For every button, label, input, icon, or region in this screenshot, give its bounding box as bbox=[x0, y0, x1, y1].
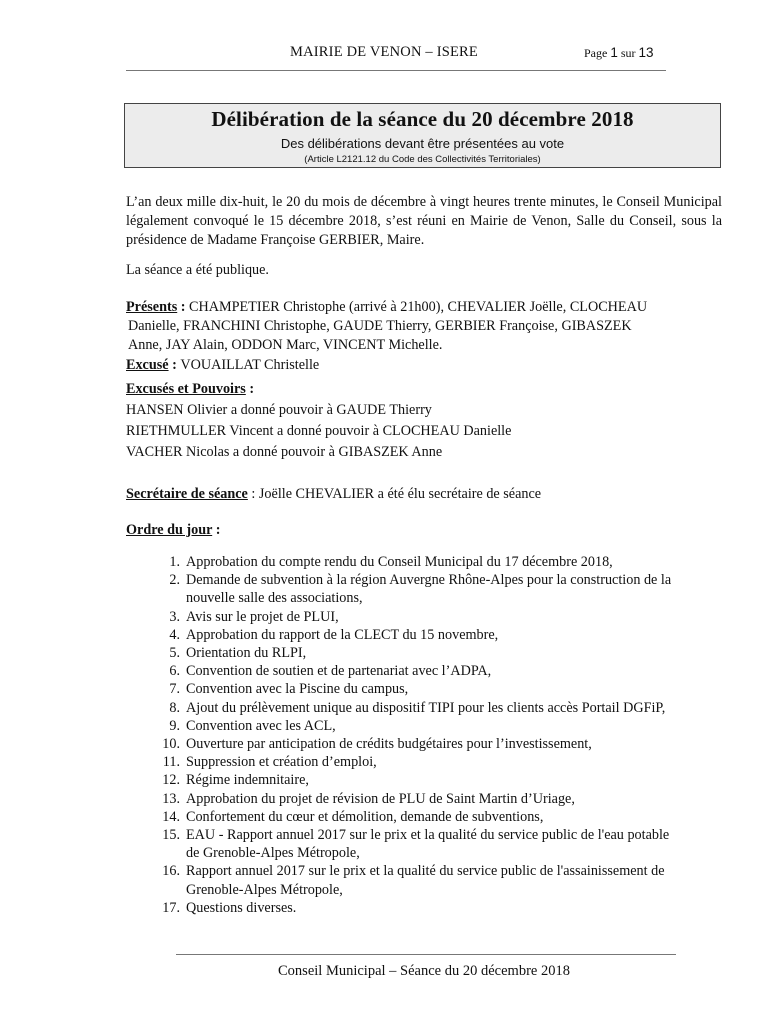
public-session-note: La séance a été publique. bbox=[126, 262, 269, 278]
agenda-item-text: Confortement du cœur et démolition, demande de subventions, bbox=[186, 808, 544, 825]
document-title: Délibération de la séance du 20 décembre 2018 bbox=[211, 107, 634, 131]
page-indicator bbox=[584, 45, 654, 61]
agenda-item-text: Régime indemnitaire, bbox=[186, 772, 309, 789]
page-sep: sur bbox=[617, 46, 639, 60]
pouvoirs-label: Excusés et Pouvoirs bbox=[126, 381, 246, 397]
agenda-item bbox=[126, 717, 722, 735]
page-header bbox=[126, 44, 666, 64]
agenda-item-number: 10. bbox=[162, 736, 180, 753]
presents-text-3: Anne, JAY Alain, ODDON Marc, VINCENT Michelle. bbox=[128, 337, 443, 353]
pouvoir-item: RIETHMULLER Vincent a donné pouvoir à CLOCHEAU Danielle bbox=[126, 423, 512, 439]
page-current: 1 bbox=[610, 45, 618, 60]
agenda-item-text: Rapport annuel 2017 sur le prix et la qualité du service public de l'assainissement de bbox=[186, 863, 665, 880]
excuse-label: Excusé bbox=[126, 357, 169, 373]
agenda-item-number: 12. bbox=[162, 772, 180, 789]
pouvoir-item: VACHER Nicolas a donné pouvoir à GIBASZEK Anne bbox=[126, 444, 443, 460]
ordre-label: Ordre du jour bbox=[126, 522, 213, 538]
agenda-item-number: 3. bbox=[169, 608, 180, 625]
pouvoir-item: HANSEN Olivier a donné pouvoir à GAUDE Thierry bbox=[126, 402, 432, 418]
agenda-item bbox=[126, 553, 722, 571]
agenda-item-text: Convention avec la Piscine du campus, bbox=[186, 681, 409, 698]
agenda-item-text: Ouverture par anticipation de crédits budgétaires pour l’investissement, bbox=[186, 736, 592, 753]
ordre-heading bbox=[126, 521, 722, 540]
agenda-item-text: Orientation du RLPI, bbox=[186, 645, 307, 662]
header-divider bbox=[126, 70, 666, 71]
agenda-item bbox=[126, 899, 722, 917]
agenda-item-number: 11. bbox=[162, 754, 180, 771]
agenda-item-text: Avis sur le projet de PLUI, bbox=[186, 608, 339, 625]
agenda-item-number: 9. bbox=[169, 717, 180, 734]
agenda-item-number: 17. bbox=[162, 899, 180, 916]
title-box bbox=[124, 103, 721, 168]
agenda-item-text: de Grenoble-Alpes Métropole, bbox=[186, 845, 360, 862]
agenda-item-text: Demande de subvention à la région Auvergne Rhône-Alpes pour la construction de la bbox=[186, 572, 672, 589]
agenda-list bbox=[126, 553, 722, 917]
document-subtitle: Des délibérations devant être présentées au vote bbox=[280, 136, 565, 151]
agenda-item-text: Questions diverses. bbox=[186, 899, 297, 916]
agenda-item bbox=[126, 680, 722, 698]
agenda-item bbox=[126, 808, 722, 826]
excuse-text: VOUAILLAT Christelle bbox=[180, 357, 320, 373]
agenda-item bbox=[126, 862, 722, 898]
secretaire-label: Secrétaire de séance bbox=[126, 486, 248, 502]
presents-label: Présents bbox=[126, 299, 178, 315]
agenda-item bbox=[126, 826, 722, 862]
agenda-item bbox=[126, 790, 722, 808]
presents-section bbox=[126, 298, 722, 355]
pouvoirs-heading bbox=[126, 379, 722, 400]
agenda-item-number: 16. bbox=[162, 863, 180, 880]
agenda-item-text: nouvelle salle des associations, bbox=[186, 590, 363, 607]
presents-line bbox=[126, 298, 722, 317]
page-total: 13 bbox=[638, 45, 654, 60]
excuse-colon: : bbox=[168, 357, 181, 373]
ordre-colon: : bbox=[212, 522, 221, 538]
agenda-item bbox=[126, 699, 722, 717]
agenda-item-number: 5. bbox=[169, 645, 180, 662]
agenda-item-text: EAU - Rapport annuel 2017 sur le prix et la qualité du service public de l'eau potable bbox=[186, 827, 670, 844]
secretaire-section bbox=[126, 485, 722, 504]
page-footer: Conseil Municipal – Séance du 20 décembre 2018 bbox=[278, 963, 570, 979]
agenda-item-text: Convention de soutien et de partenariat avec l’ADPA, bbox=[186, 663, 492, 680]
agenda-item-text: Approbation du rapport de la CLECT du 15 novembre, bbox=[186, 626, 499, 643]
agenda-item-number: 7. bbox=[169, 681, 180, 698]
pouvoirs-section bbox=[126, 379, 722, 463]
agenda-item-number: 2. bbox=[169, 572, 180, 589]
agenda-item-text: Ajout du prélèvement unique au dispositif TIPI pour les clients accès Portail DGFiP, bbox=[186, 699, 666, 716]
agenda-item bbox=[126, 608, 722, 626]
agenda-item bbox=[126, 753, 722, 771]
agenda-item bbox=[126, 662, 722, 680]
agenda-item-text: Convention avec les ACL, bbox=[186, 717, 336, 734]
page-prefix: Page bbox=[584, 46, 611, 60]
footer-divider bbox=[176, 954, 676, 955]
agenda-item bbox=[126, 626, 722, 644]
intro-paragraph: L’an deux mille dix-huit, le 20 du mois de décembre à vingt heures trente minutes, le Conseil Municipal légalement convoqué le 15 décembre 2018, s’est réuni en Mairie de Venon, Salle du Conseil, sous la présidence de Madame Françoise GERBIER, Maire. bbox=[126, 194, 722, 248]
agenda-item-number: 4. bbox=[169, 626, 180, 643]
presents-text-2: Danielle, FRANCHINI Christophe, GAUDE Thierry, GERBIER Françoise, GIBASZEK bbox=[128, 318, 632, 334]
organization-name: MAIRIE DE VENON – ISERE bbox=[290, 44, 478, 60]
agenda-item-number: 13. bbox=[162, 790, 180, 807]
agenda-item-number: 15. bbox=[162, 827, 180, 844]
agenda-item-number: 14. bbox=[162, 808, 180, 825]
agenda-item-number: 6. bbox=[169, 663, 180, 680]
secretaire-colon: : bbox=[247, 486, 259, 502]
agenda-item bbox=[126, 644, 722, 662]
presents-text-1: CHAMPETIER Christophe (arrivé à 21h00), CHEVALIER Joëlle, CLOCHEAU bbox=[189, 299, 648, 315]
agenda-item-number: 8. bbox=[169, 699, 180, 716]
agenda-item-text: Grenoble-Alpes Métropole, bbox=[186, 881, 343, 898]
agenda-item-text: Approbation du projet de révision de PLU de Saint Martin d’Uriage, bbox=[186, 790, 575, 807]
excuse-section bbox=[126, 356, 722, 375]
legal-reference: (Article L2121.12 du Code des Collectivités Territoriales) bbox=[304, 154, 541, 165]
agenda-item-number: 1. bbox=[169, 554, 180, 570]
agenda-item-text: Approbation du compte rendu du Conseil Municipal du 17 décembre 2018, bbox=[186, 554, 613, 570]
agenda-item bbox=[126, 735, 722, 753]
agenda-item bbox=[126, 771, 722, 789]
pouvoirs-colon: : bbox=[245, 381, 255, 397]
secretaire-text: Joëlle CHEVALIER a été élu secrétaire de séance bbox=[258, 486, 542, 502]
agenda-item bbox=[126, 571, 722, 607]
agenda-item-text: Suppression et création d’emploi, bbox=[186, 754, 377, 771]
presents-colon: : bbox=[177, 299, 190, 315]
